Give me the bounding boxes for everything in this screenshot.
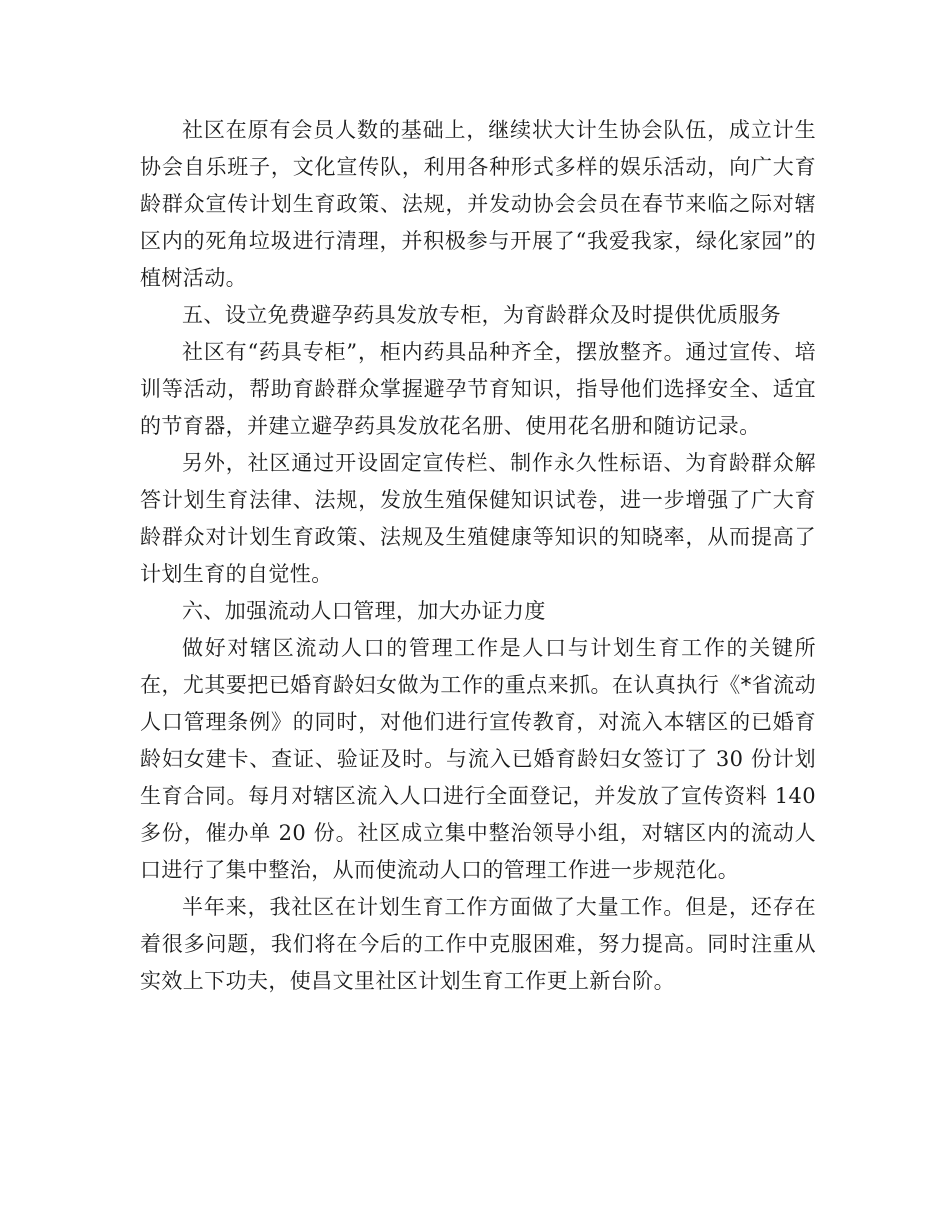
paragraph-contraceptive-cabinet: 社区有“药具专柜”，柜内药具品种齐全，摆放整齐。通过宣传、培训等活动，帮助育龄群众掌握避孕节育知识，指导他们选择安全、适宜的节育器，并建立避孕药具发放花名册、使用花名册和随访记录。 (140, 340, 816, 438)
paragraph-floating-population: 做好对辖区流动人口的管理工作是人口与计划生育工作的关键所在，尤其要把已婚育龄妇女做为工作的重点来抓。在认真执行《*省流动人口管理条例》的同时，对他们进行宣传教育，对流入本辖区的已婚育龄妇女建卡、查证、验证及时。与流入已婚育龄妇女签订了 30 份计划生育合同。每月对辖区流入人口进行全面登记，并发放了宣传资料 140 多份，催办单 20 份。社区成立集中整治领导小组，对辖区内的流动人口进行了集中整治，从而使流动人口的管理工作进一步规范化。 (140, 636, 816, 882)
section-heading-five: 五、设立免费避孕药具发放专柜，为育龄群众及时提供优质服务 (182, 303, 782, 327)
document-page (140, 112, 816, 1000)
paragraph-summary: 半年来，我社区在计划生育工作方面做了大量工作。但是，还存在着很多问题，我们将在今后的工作中克服困难，努力提高。同时注重从实效上下功夫，使昌文里社区计划生育工作更上新台阶。 (140, 895, 816, 993)
paragraph-publicity: 另外，社区通过开设固定宣传栏、制作永久性标语、为育龄群众解答计划生育法律、法规，发放生殖保健知识试卷，进一步增强了广大育龄群众对计划生育政策、法规及生殖健康等知识的知晓率，从而提高了计划生育的自觉性。 (140, 451, 816, 586)
paragraph-association: 社区在原有会员人数的基础上，继续状大计生协会队伍，成立计生协会自乐班子，文化宣传队，利用各种形式多样的娱乐活动，向广大育龄群众宣传计划生育政策、法规，并发动协会会员在春节来临之际对辖区内的死角垃圾进行清理，并积极参与开展了“我爱我家，绿化家园”的植树活动。 (140, 118, 816, 290)
section-heading-six: 六、加强流动人口管理，加大办证力度 (182, 599, 546, 623)
